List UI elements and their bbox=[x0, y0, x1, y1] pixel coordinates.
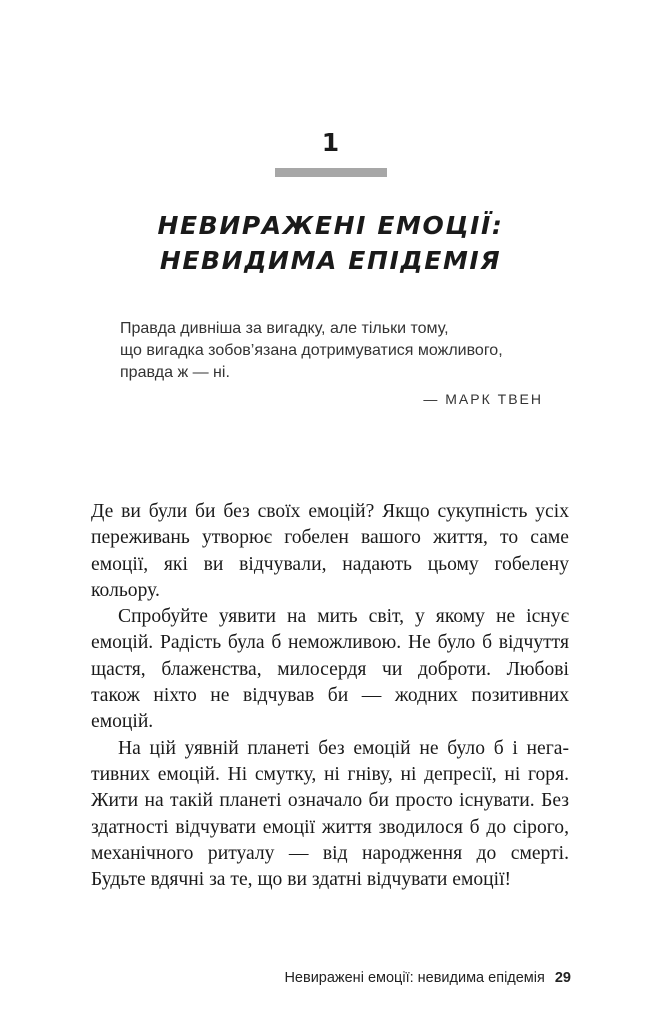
epigraph-line-2: що вигадка зобов’язана дотримуватися можливого, bbox=[120, 342, 503, 359]
epigraph bbox=[120, 318, 580, 384]
paragraph-3: На цій уявній планеті без емоцій не було б і негативних емоцій. Ні смутку, ні гніву, ні депресії, ні горя. Жити на такій планеті означало би просто існувати. Без здатності відчувати емоції життя зводилося б до сірого, механічного ритуалу — від народження до смерті. Будьте вдячні за те, що ви здатні відчувати емоції! bbox=[91, 737, 569, 891]
epigraph-line-1: Правда дивніша за вигадку, але тільки тому, bbox=[120, 320, 449, 337]
paragraph-1: Де ви були би без своїх емоцій? Якщо сукупність усіх переживань утворює гобелен вашого життя, то саме емоції, які ви відчували, надають цьому гобелену кольору. bbox=[91, 501, 569, 601]
body-text bbox=[91, 499, 569, 893]
running-footer bbox=[200, 968, 571, 988]
chapter-divider bbox=[275, 168, 387, 177]
page-number: 29 bbox=[554, 970, 571, 986]
epigraph-line-3: правда ж — ні. bbox=[120, 364, 230, 381]
paragraph-2: Спробуйте уявити на мить світ, у якому не існує емоцій. Радість була б неможливою. Не було б відчуття щастя, блаженства, милосердя чи доброти. Любові також ніхто не відчував би — жодних позитивних емоцій. bbox=[91, 606, 569, 733]
chapter-title bbox=[0, 208, 661, 278]
chapter-title-line-2: НЕВИДИМА ЕПІДЕМІЯ bbox=[159, 246, 502, 275]
epigraph-author: — МАРК ТВЕН bbox=[423, 391, 543, 407]
running-title: Невиражені емоції: невидима епідемія bbox=[284, 970, 545, 986]
chapter-number: 1 bbox=[321, 128, 340, 157]
chapter-title-line-1: НЕВИРАЖЕНІ ЕМОЦІЇ: bbox=[157, 211, 504, 240]
